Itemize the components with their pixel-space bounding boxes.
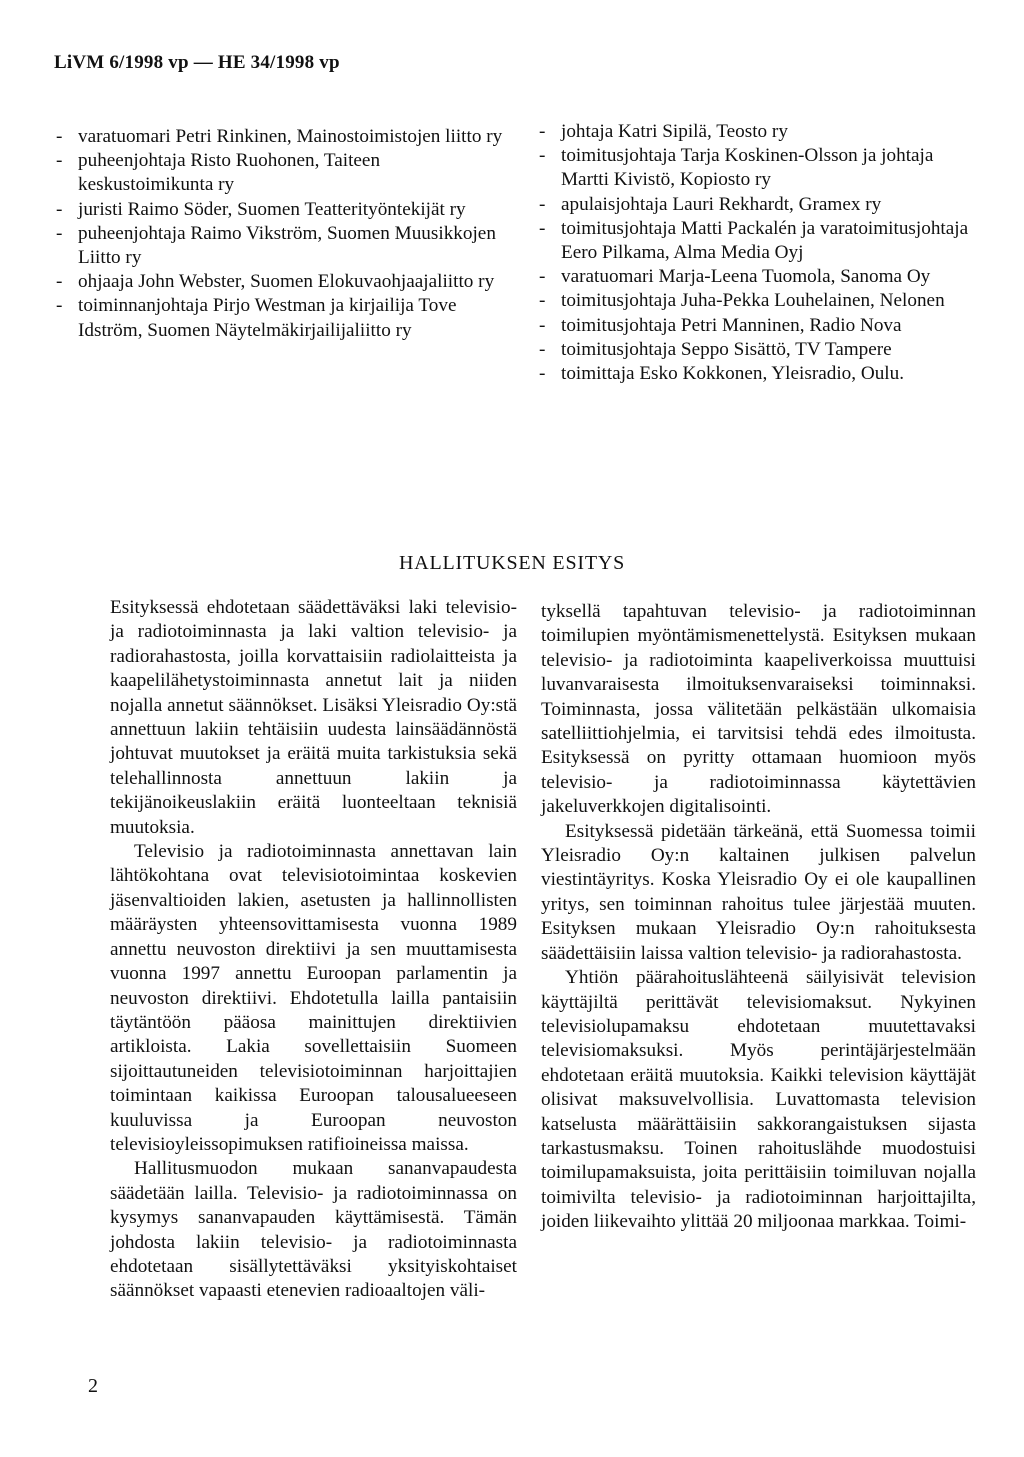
paragraph: Esityksessä pidetään tärkeänä, että Suomessa toimii Yleisradio Oy:n kaltainen julkisen palvelun viestintäyritys. Koska Yleisradio Oy ei ole kaupallinen yritys, sen toiminnan rahoitus tulee järjestää muuten. Esityksen mukaan Yleisradio Oy:n rahoituksesta säädettäisiin laissa valtion televisio- ja radiorahastosta. bbox=[541, 820, 976, 964]
list-item: - toiminnanjohtaja Pirjo Westman ja kirjailija Tove Idström, Suomen Näytelmäkirjailijaliitto ry bbox=[52, 294, 517, 342]
paragraph: Esityksessä ehdotetaan säädettäväksi laki televisio- ja radiotoiminnasta ja laki valtion televisio- ja radiorahastosta, joilla korvattaisiin radiolaitteista ja kaapelilähetystoiminnasta annetut lait ja niiden nojalla annetut säännökset. Lisäksi Yleisradio Oy:stä annettuun lakiin tehtäisiin uudesta lainsäädännöstä johtuvat muutokset ja eräitä muita tarkistuksia sekä telehallinnosta annettuun lakiin ja tekijänoikeuslakiin eräitä luonteeltaan teknisiä muutoksia. bbox=[110, 597, 517, 838]
body-column-right bbox=[541, 600, 976, 1235]
list-item: - toimitusjohtaja Seppo Sisättö, TV Tampere bbox=[535, 338, 975, 362]
list-item: - apulaisjohtaja Lauri Rekhardt, Gramex ry bbox=[535, 193, 975, 217]
list-item: - ohjaaja John Webster, Suomen Elokuvaohjaajaliitto ry bbox=[52, 270, 517, 294]
list-item: - toimitusjohtaja Tarja Koskinen-Olsson ja johtaja Martti Kivistö, Kopiosto ry bbox=[535, 144, 975, 192]
document-header: LiVM 6/1998 vp — HE 34/1998 vp bbox=[54, 52, 340, 73]
list-item: - puheenjohtaja Risto Ruohonen, Taiteen keskustoimikunta ry bbox=[52, 149, 517, 197]
participants-list-right bbox=[535, 120, 975, 386]
list-item: - toimitusjohtaja Matti Packalén ja varatoimitusjohtaja Eero Pilkama, Alma Media Oyj bbox=[535, 217, 975, 265]
list-item: - puheenjohtaja Raimo Vikström, Suomen Muusikkojen Liitto ry bbox=[52, 222, 517, 270]
list-item: - toimittaja Esko Kokkonen, Yleisradio, Oulu. bbox=[535, 362, 975, 386]
list-item: - juristi Raimo Söder, Suomen Teatterityöntekijät ry bbox=[52, 198, 517, 222]
paragraph: Televisio ja radiotoiminnasta annettavan lain lähtökohtana ovat televisiotoimintaa koskevien jäsenvaltioiden lakien, asetusten ja hallinnollisten määräysten yhteensovittamisesta vuonna 1989 annettu neuvoston direktiivi ja sen muuttamisesta vuonna 1997 annettu Euroopan parlamentin ja neuvoston direktiivi. Ehdotetulla lailla pantaisiin täytäntöön pääosa mainittujen direktiivien artikloista. Lakia sovellettaisiin Suomeen sijoittautuneiden televisiotoiminnan harjoittajien toimintaan kaikissa Euroopan talousalueeseen kuuluvissa ja Euroopan neuvoston televisioyleissopimuksen ratifioineissa maissa. bbox=[110, 841, 517, 1155]
body-column-left bbox=[110, 596, 517, 1304]
section-title: HALLITUKSEN ESITYS bbox=[398, 552, 626, 574]
paragraph: Yhtiön päärahoituslähteenä säilyisivät television käyttäjiltä perittävät televisiomaksut. Nykyinen televisiolupamaksu ehdotetaan muutettavaksi televisiomaksuksi. Myös perintäjärjestelmään ehdotetaan eräitä muutoksia. Kaikki television käyttäjät olisivat maksuvelvollisia. Luvattomasta television katselusta määrättäisiin sakkorangaistuksen sijasta tarkastusmaksu. Toinen rahoituslähde muodostuisi toimilupamaksuista, joita perittäisiin toimiluvan nojalla toimivilta televisio- ja radiotoiminnan harjoittajilta, joiden liikevaihto ylittää 20 miljoonaa markkaa. Toimi- bbox=[541, 967, 976, 1233]
paragraph: tyksellä tapahtuvan televisio- ja radiotoiminnan toimilupien myöntämismenettelystä. Esityksen mukaan televisio- ja radiotoiminta kaapeliverkoissa muuttuisi luvanvaraisesta ilmoituksenvaraiseksi toiminnaksi. Toiminnasta, jossa välitetään pelkästään ulkomaisia satelliittiohjelmia, ei tarvitsisi tehdä edes ilmoitusta. Esityksessä on pyritty ottamaan huomioon myös televisio- ja radiotoiminnassa käytettävien jakeluverkkojen digitalisointi. bbox=[541, 601, 976, 818]
list-item: - toimitusjohtaja Juha-Pekka Louhelainen, Nelonen bbox=[535, 289, 975, 313]
list-item: - toimitusjohtaja Petri Manninen, Radio Nova bbox=[535, 314, 975, 338]
list-item: - johtaja Katri Sipilä, Teosto ry bbox=[535, 120, 975, 144]
participants-list-left bbox=[52, 125, 517, 343]
list-item: - varatuomari Marja-Leena Tuomola, Sanoma Oy bbox=[535, 265, 975, 289]
list-item: - varatuomari Petri Rinkinen, Mainostoimistojen liitto ry bbox=[52, 125, 517, 149]
paragraph: Hallitusmuodon mukaan sananvapaudesta säädetään lailla. Televisio- ja radiotoiminnassa on kysymys sananvapauden käyttämisestä. Tämän johdosta lakiin televisio- ja radiotoiminnasta ehdotetaan sisällytettäväksi yksityiskohtaiset säännökset vapaasti etenevien radioaaltojen väli- bbox=[110, 1158, 517, 1302]
page-number: 2 bbox=[88, 1375, 98, 1397]
